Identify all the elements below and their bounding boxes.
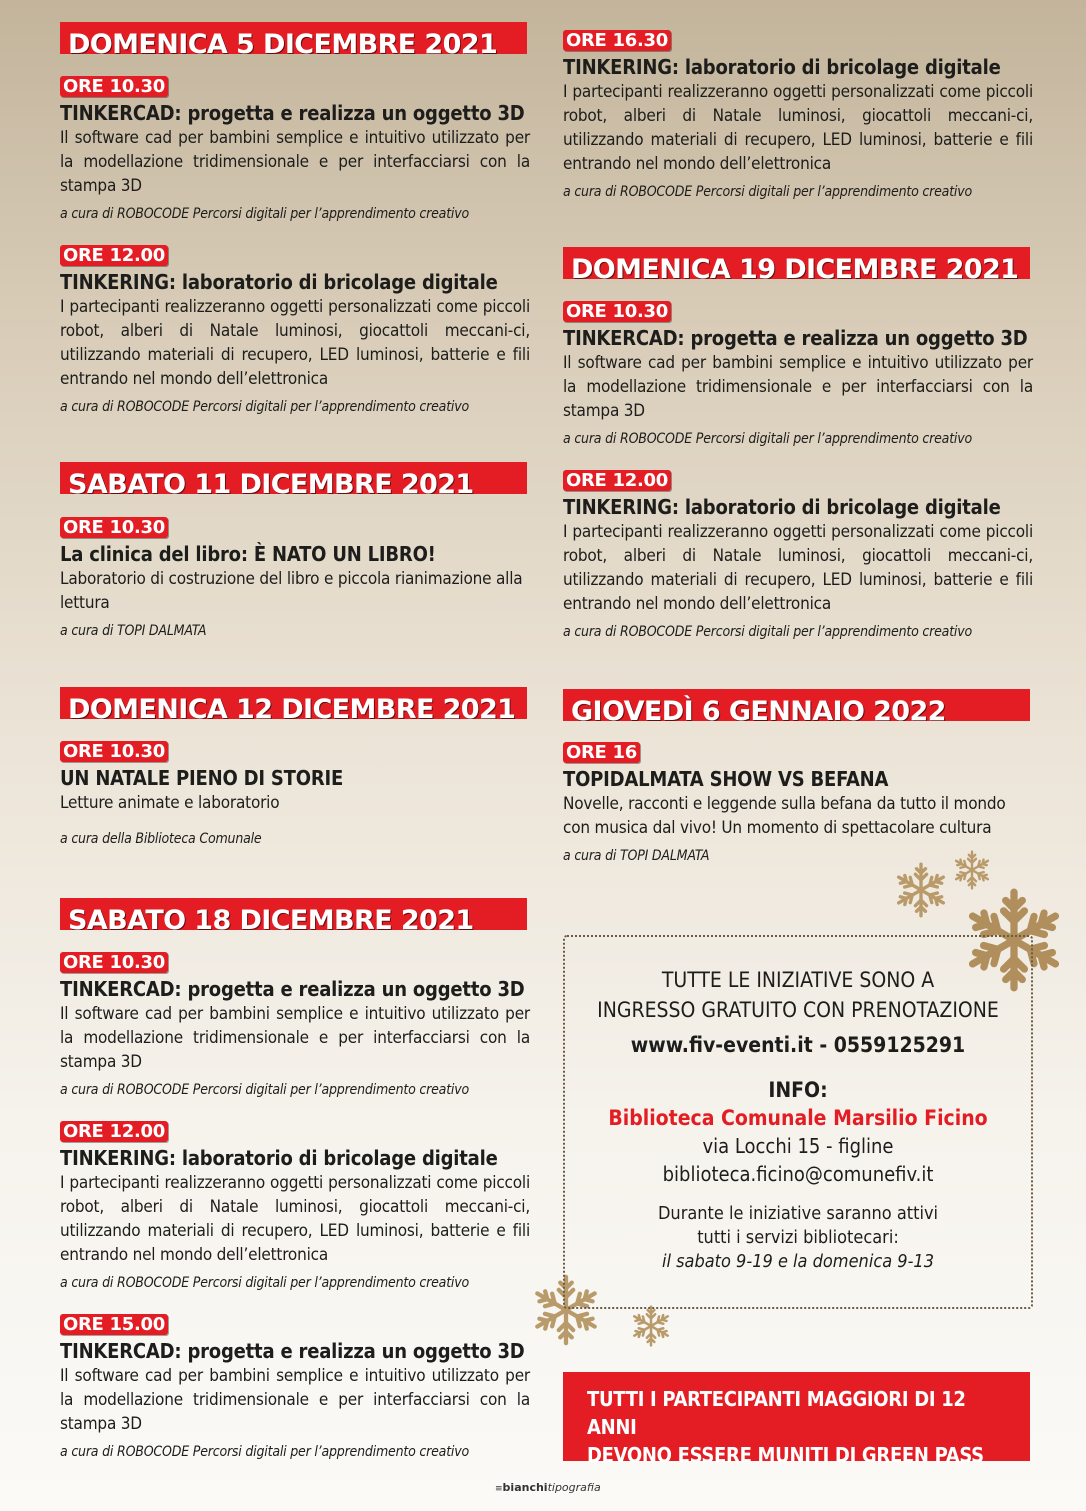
info-label: INFO:	[768, 1078, 828, 1102]
time-badge: ORE 10.30	[60, 741, 168, 762]
time-badge: ORE 10.30	[563, 301, 671, 322]
time-badge: ORE 10.30	[60, 952, 168, 973]
event-description: I partecipanti realizzeranno oggetti personalizzati come piccoli robot, alberi di Natale luminosi, giocattoli meccani-ci, utilizzando materiali di recupero, LED luminosi, batterie e fili entrando nel mondo dell’elettronica	[563, 522, 1033, 614]
event-tinkercad-1030-c	[563, 301, 1033, 447]
banner-domenica-12: DOMENICA 12 DICEMBRE 2021	[60, 687, 527, 719]
banner-domenica-19: DOMENICA 19 DICEMBRE 2021	[563, 247, 1030, 279]
services-line-1: Durante le iniziative saranno attivi	[657, 1203, 939, 1224]
event-credit: a cura di ROBOCODE Percorsi digitali per l’apprendimento creativo	[60, 1275, 469, 1291]
event-tinkering-1200-b	[60, 1121, 530, 1291]
event-title: TINKERING: laboratorio di bricolage digitale	[60, 1146, 498, 1170]
opening-hours: il sabato 9-19 e la domenica 9-13	[661, 1251, 935, 1272]
event-description: Il software cad per bambini semplice e intuitivo utilizzato per la modellazione tridimensionale e per interfacciarsi con la stampa 3D	[60, 1366, 530, 1434]
time-badge: ORE 10.30	[60, 76, 168, 97]
library-name: Biblioteca Comunale Marsilio Ficino	[608, 1106, 988, 1130]
contact-link[interactable]: www.fiv-eventi.it - 0559125291	[630, 1033, 966, 1057]
time-badge: ORE 15.00	[60, 1314, 168, 1335]
printer-credit	[495, 1481, 601, 1494]
event-title: TINKERCAD: progetta e realizza un oggetto 3D	[563, 326, 1028, 350]
event-tinkercad-1030-b	[60, 952, 530, 1098]
event-description: Laboratorio di costruzione del libro e piccola rianimazione alla lettura	[60, 569, 523, 613]
time-badge: ORE 10.30	[60, 517, 168, 538]
event-title: TINKERING: laboratorio di bricolage digitale	[563, 495, 1001, 519]
event-description: I partecipanti realizzeranno oggetti personalizzati come piccoli robot, alberi di Natale luminosi, giocattoli meccani-ci, utilizzando materiali di recupero, LED luminosi, batterie e fili entrando nel mondo dell’elettronica	[563, 82, 1033, 174]
event-title: La clinica del libro: È NATO UN LIBRO!	[60, 542, 436, 566]
event-tinkering-1200-c	[563, 470, 1033, 640]
event-title: UN NATALE PIENO DI STORIE	[60, 766, 344, 790]
library-email[interactable]: biblioteca.ficino@comunefiv.it	[662, 1162, 934, 1186]
snowflake-icon	[630, 1305, 672, 1347]
services-line-2: tutti i servizi bibliotecari:	[697, 1227, 899, 1248]
event-clinica-1030	[60, 517, 530, 639]
printer-brand-bold: bianchi	[502, 1481, 548, 1494]
green-pass-line-1: TUTTI I PARTECIPANTI MAGGIORI DI 12 ANNI	[587, 1387, 966, 1439]
event-description: I partecipanti realizzeranno oggetti personalizzati come piccoli robot, alberi di Natale luminosi, giocattoli meccani-ci, utilizzando materiali di recupero, LED luminosi, batterie e fili entrando nel mondo dell’elettronica	[60, 1173, 530, 1265]
free-entry-line-1: TUTTE LE INIZIATIVE SONO A	[661, 968, 935, 992]
event-title: TINKERCAD: progetta e realizza un oggetto 3D	[60, 977, 525, 1001]
event-credit: a cura di ROBOCODE Percorsi digitali per l’apprendimento creativo	[563, 624, 972, 640]
event-credit: a cura di ROBOCODE Percorsi digitali per l’apprendimento creativo	[563, 184, 972, 200]
event-title: TOPIDALMATA SHOW VS BEFANA	[563, 767, 889, 791]
time-badge: ORE 16.30	[563, 30, 671, 51]
event-tinkering-1200	[60, 245, 530, 415]
event-credit: a cura di ROBOCODE Percorsi digitali per l’apprendimento creativo	[60, 206, 469, 222]
event-credit: a cura di TOPI DALMATA	[563, 848, 710, 864]
event-description: I partecipanti realizzeranno oggetti personalizzati come piccoli robot, alberi di Natale luminosi, giocattoli meccani-ci, utilizzando materiali di recupero, LED luminosi, batterie e fili entrando nel mondo dell’elettronica	[60, 297, 530, 389]
event-title: TINKERING: laboratorio di bricolage digitale	[563, 55, 1001, 79]
event-credit: a cura di ROBOCODE Percorsi digitali per l’apprendimento creativo	[60, 1082, 469, 1098]
event-credit: a cura della Biblioteca Comunale	[60, 831, 262, 847]
printer-logo-icon: ≡	[495, 1484, 503, 1494]
event-title: TINKERCAD: progetta e realizza un oggetto 3D	[60, 101, 525, 125]
event-title: TINKERING: laboratorio di bricolage digitale	[60, 270, 498, 294]
time-badge: ORE 12.00	[60, 1121, 168, 1142]
time-badge: ORE 16	[563, 742, 640, 763]
event-description: Il software cad per bambini semplice e intuitivo utilizzato per la modellazione tridimensionale e per interfacciarsi con la stampa 3D	[563, 353, 1033, 421]
green-pass-line-2: DEVONO ESSERE MUNITI DI GREEN PASS	[587, 1443, 984, 1467]
event-credit: a cura di ROBOCODE Percorsi digitali per l’apprendimento creativo	[60, 1444, 469, 1460]
banner-giovedi-6: GIOVEDÌ 6 GENNAIO 2022	[563, 689, 1030, 721]
snowflake-icon	[893, 862, 949, 918]
banner-sabato-11: SABATO 11 DICEMBRE 2021	[60, 462, 527, 494]
free-entry-line-2: INGRESSO GRATUITO CON PRENOTAZIONE	[597, 998, 999, 1022]
snowflake-icon	[952, 850, 992, 890]
event-description: Letture animate e laboratorio	[60, 793, 280, 813]
banner-domenica-5: DOMENICA 5 DICEMBRE 2021	[60, 22, 527, 54]
event-title: TINKERCAD: progetta e realizza un oggetto 3D	[60, 1339, 525, 1363]
event-credit: a cura di TOPI DALMATA	[60, 623, 207, 639]
event-description: Il software cad per bambini semplice e intuitivo utilizzato per la modellazione tridimensionale e per interfacciarsi con la stampa 3D	[60, 128, 530, 196]
event-description: Novelle, racconti e leggende sulla befana da tutto il mondo con musica dal vivo! Un momento di spettacolare cultura	[563, 794, 1006, 838]
event-natale-1030	[60, 741, 530, 847]
library-address: via Locchi 15 - figline	[702, 1134, 894, 1158]
event-tinkercad-1500	[60, 1314, 530, 1460]
event-tinkercad-1030	[60, 76, 530, 222]
event-description: Il software cad per bambini semplice e intuitivo utilizzato per la modellazione tridimensionale e per interfacciarsi con la stampa 3D	[60, 1004, 530, 1072]
event-credit: a cura di ROBOCODE Percorsi digitali per l’apprendimento creativo	[60, 399, 469, 415]
green-pass-notice	[563, 1372, 1030, 1467]
time-badge: ORE 12.00	[60, 245, 168, 266]
printer-brand-light: tipografia	[547, 1481, 601, 1494]
event-show-16	[563, 742, 1033, 864]
time-badge: ORE 12.00	[563, 470, 671, 491]
banner-sabato-18: SABATO 18 DICEMBRE 2021	[60, 898, 527, 930]
event-tinkering-1630	[563, 30, 1033, 200]
event-credit: a cura di ROBOCODE Percorsi digitali per l’apprendimento creativo	[563, 431, 972, 447]
info-box	[563, 935, 1033, 1309]
